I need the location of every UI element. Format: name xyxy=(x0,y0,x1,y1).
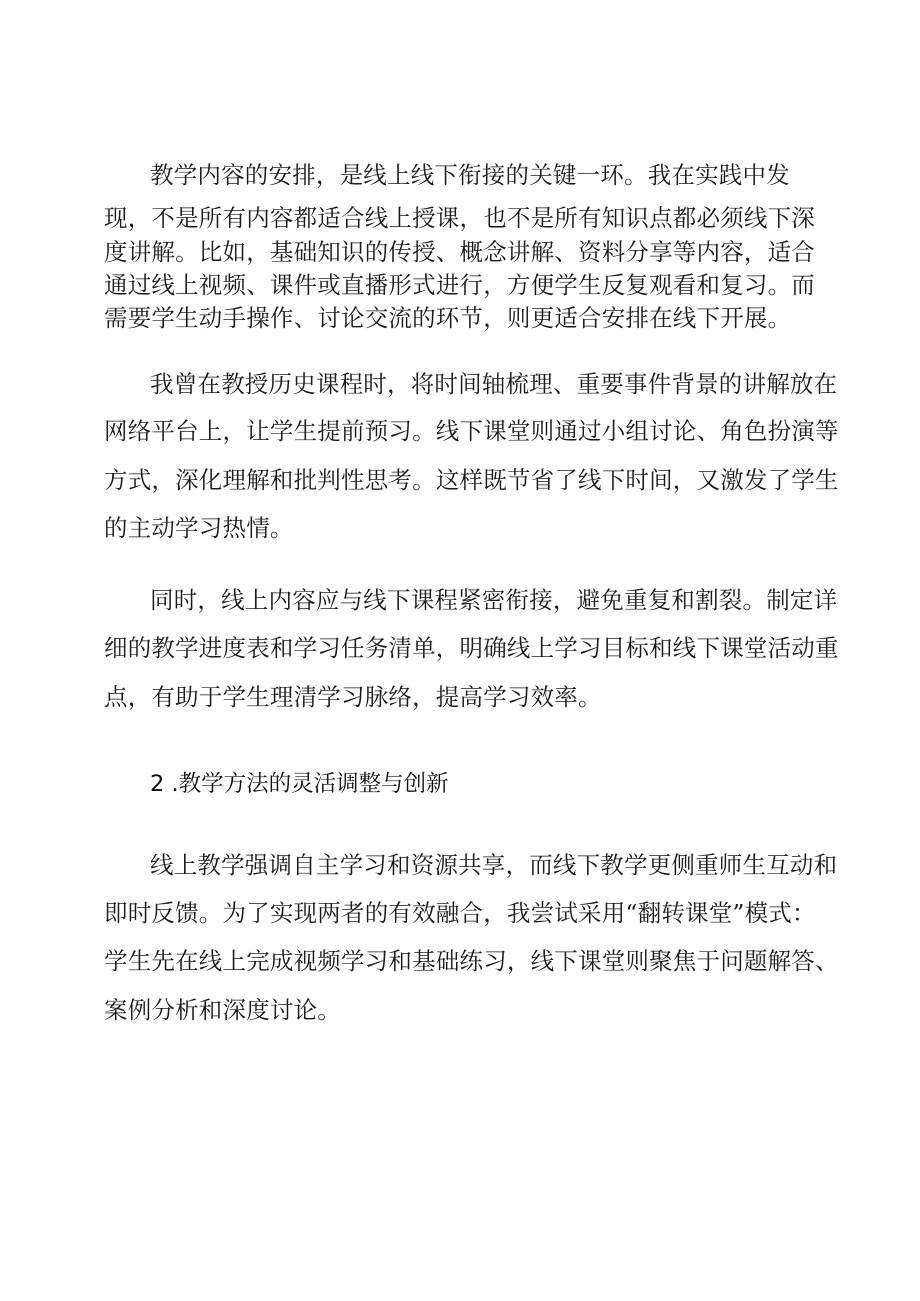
paragraph-line: 需要学生动手操作、讨论交流的环节，则更适合安排在线下开展。 xyxy=(104,304,792,332)
paragraph-line: 案例分析和深度讨论。 xyxy=(104,996,341,1024)
paragraph-line: 网络平台上，让学生提前预习。线下课堂则通过小组讨论、角色扮演等 xyxy=(104,417,839,445)
paragraph-line: 点，有助于学生理清学习脉络，提高学习效率。 xyxy=(104,683,602,711)
paragraph-line: 我曾在教授历史课程时，将时间轴梳理、重要事件背景的讲解放在 xyxy=(150,370,838,398)
paragraph-line: 的主动学习热情。 xyxy=(104,514,294,542)
paragraph-line: 即时反馈。为了实现两者的有效融合，我尝试采用“翻转课堂”模式： xyxy=(104,899,816,927)
paragraph-line: 学生先在线上完成视频学习和基础练习，线下课堂则聚焦于问题解答、 xyxy=(104,947,839,975)
paragraph-line: 教学内容的安排，是线上线下衔接的关键一环。我在实践中发 xyxy=(150,161,790,189)
paragraph-line: 线上教学强调自主学习和资源共享，而线下教学更侧重师生互动和 xyxy=(150,851,838,879)
paragraph-line: 现，不是所有内容都适合线上授课，也不是所有知识点都必须线下深 xyxy=(104,204,815,232)
paragraph-line: 方式，深化理解和批判性思考。这样既节省了线下时间，又激发了学生 xyxy=(104,466,839,494)
section-heading: 2 .教学方法的灵活调整与创新 xyxy=(150,771,449,797)
paragraph-line: 细的教学进度表和学习任务清单，明确线上学习目标和线下课堂活动重 xyxy=(104,634,839,662)
paragraph-line: 通过线上视频、课件或直播形式进行，方便学生反复观看和复习。而 xyxy=(104,271,815,299)
paragraph-line: 同时，线上内容应与线下课程紧密衔接，避免重复和割裂。制定详 xyxy=(150,586,838,614)
paragraph-line: 度讲解。比如，基础知识的传授、概念讲解、资料分享等内容，适合 xyxy=(104,238,815,266)
